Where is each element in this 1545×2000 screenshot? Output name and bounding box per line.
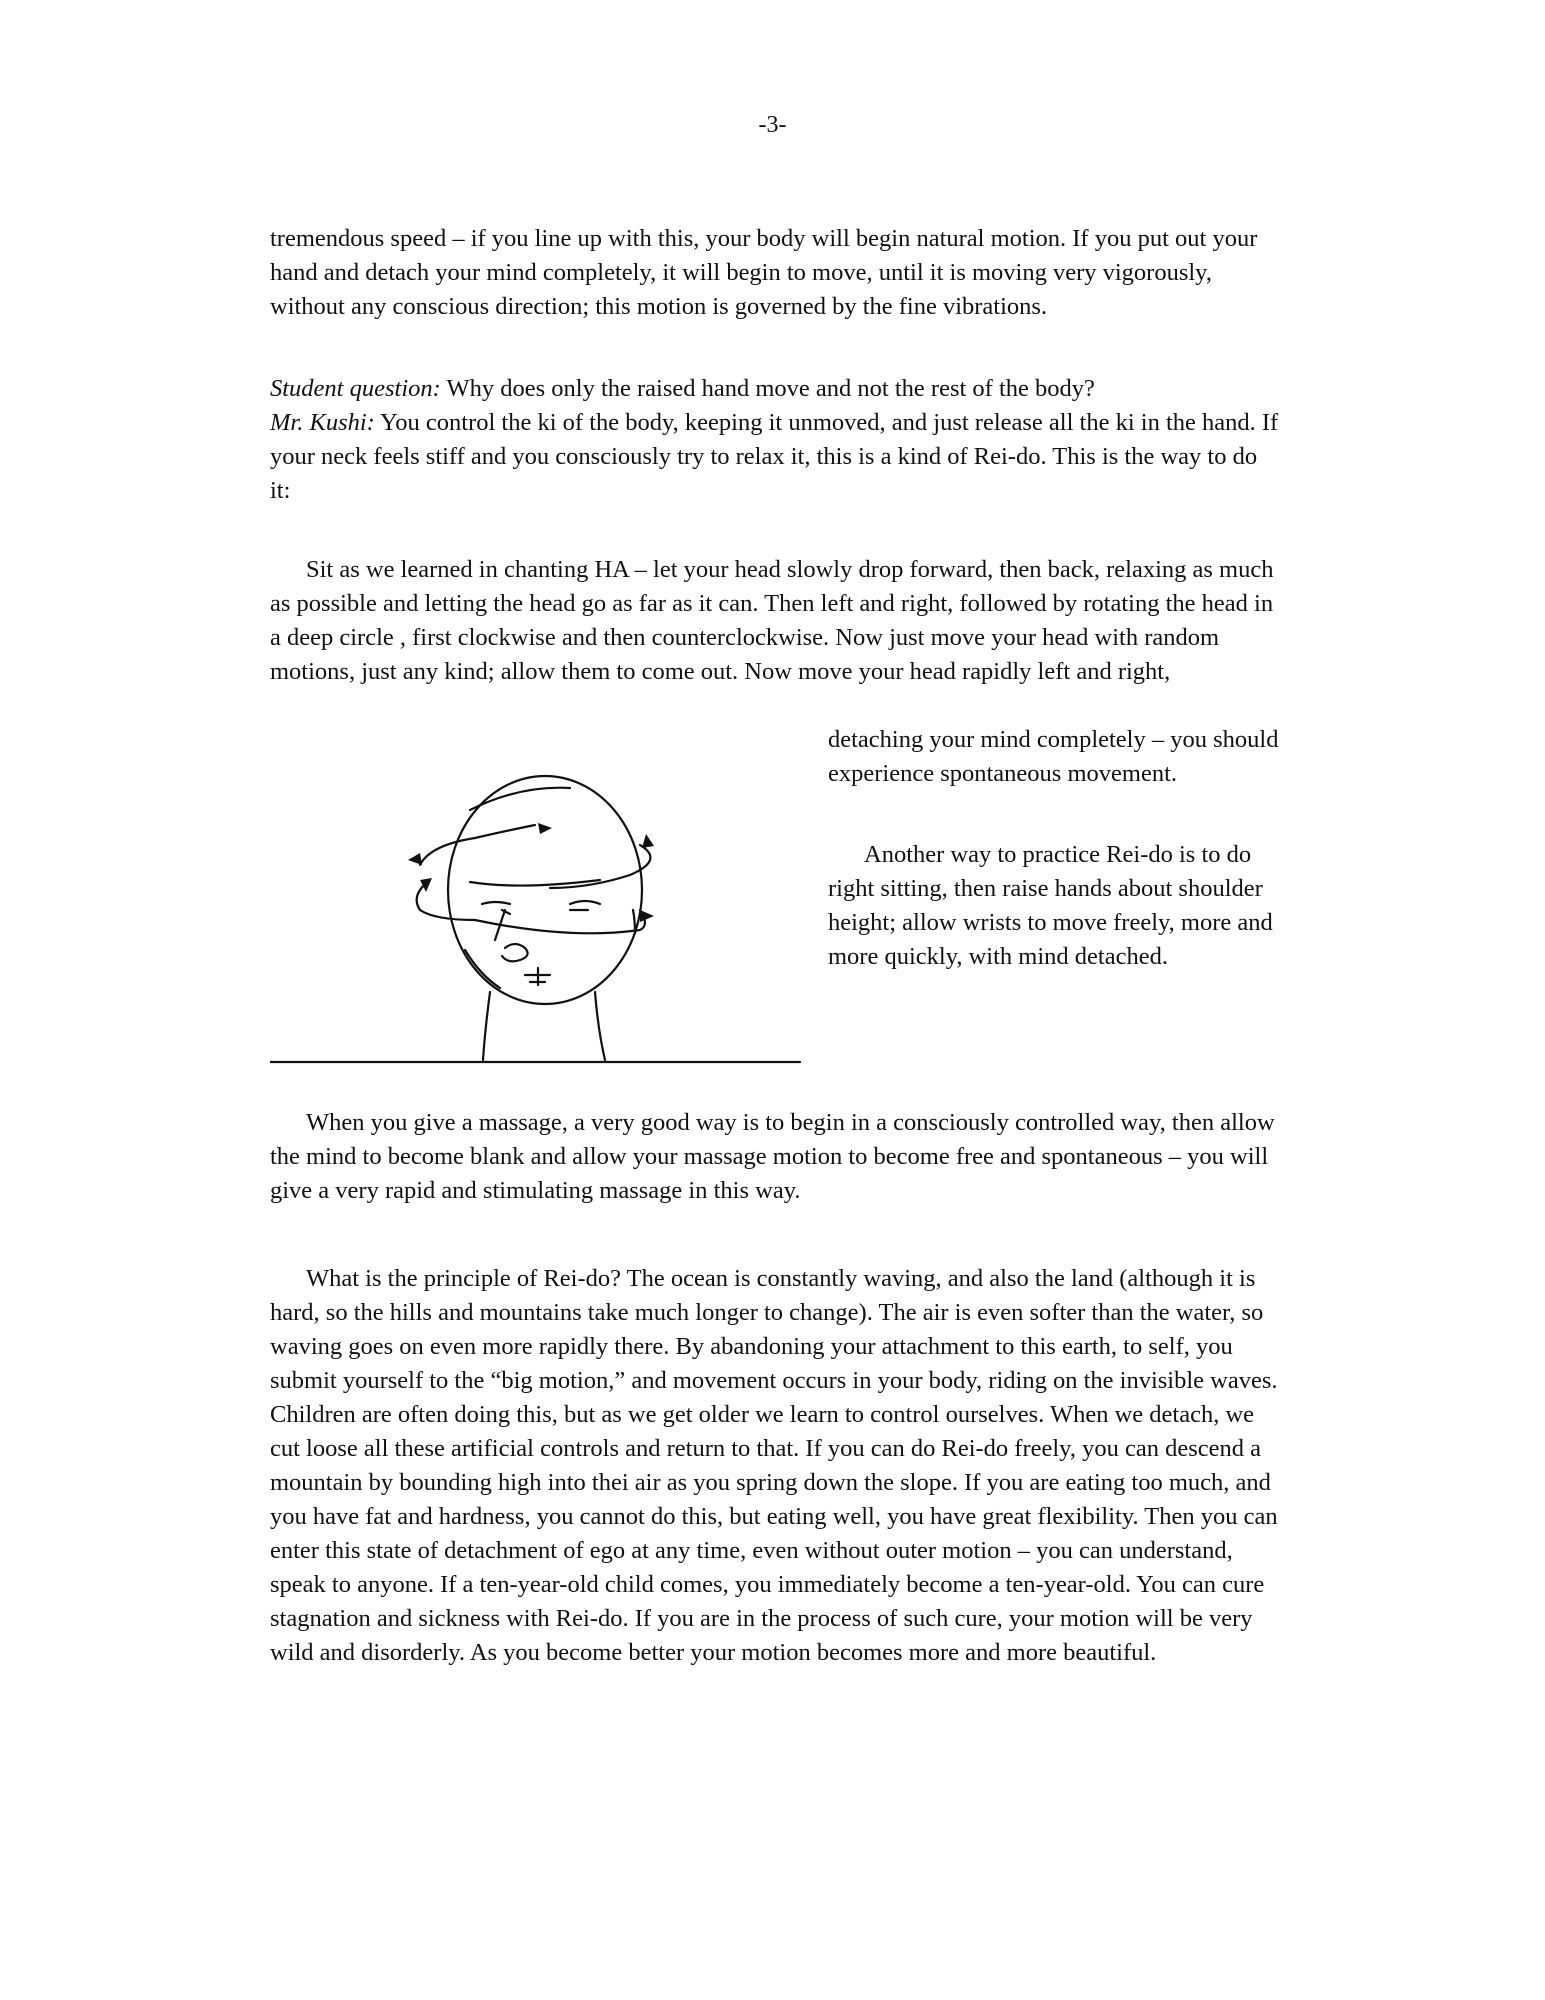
- student-question-text: Why does only the raised hand move and not the rest of the body?: [440, 375, 1095, 402]
- paragraph-massage: When you give a massage, a very good way is to begin in a consciously controlled way, then allow the mind to become blank and allow your massage motion to become free and spontaneous – you will give a very rapid and stimulating massage in this way.: [270, 1109, 1275, 1204]
- student-question-label: Student question:: [270, 375, 441, 402]
- kushi-answer-label: Mr. Kushi:: [270, 409, 375, 436]
- paragraph-principle: What is the principle of Rei-do? The ocean is constantly waving, and also the land (although it is hard, so the hills and mountains take much longer to change). The air is even softer than the water, so waving goes on even more rapidly there. By abandoning your attachment to this earth, to self, you submit yourself to the “big motion,” and movement occurs in your body, riding on the invisible waves. Children are often doing this, but as we get older we learn to control ourselves. When we detach, we cut loose all these artificial controls and return to that. If you can do Rei-do freely, you can descend a mountain by bounding high into thei air as you spring down the slope. If you are eating too much, and you have fat and hardness, you cannot do this, but eating well, you have great flexibility. Then you can enter this state of detachment of ego at any time, even without outer motion – you can understand, speak to anyone. If a ten-year-old child comes, you immediately become a ten-year-old. You can cure stagnation and sickness with Rei-do. If you are in the process of such cure, your motion will be very wild and disorderly. As you become better your motion becomes more and more beautiful.: [270, 1265, 1278, 1666]
- head-rotation-illustration: [270, 770, 810, 1070]
- paragraph-head-exercise-continued: detaching your mind completely – you should experience spontaneous movement.: [828, 726, 1279, 787]
- page-number: -3-: [758, 112, 787, 138]
- paragraph-head-exercise: Sit as we learned in chanting HA – let your head slowly drop forward, then back, relaxing as much as possible and letting the head go as far as it can. Then left and right, followed by rotating the head in a deep circle , first clockwise and then counterclockwise. Now just move your head with random motions, just any kind; allow them to come out. Now move your head rapidly left and right,: [270, 556, 1274, 685]
- kushi-answer-text: You control the ki of the body, keeping it unmoved, and just release all the ki in the hand. If your neck feels stiff and you consciously try to relax it, this is a kind of Rei-do. This is the way to do it:: [270, 409, 1279, 504]
- paragraph-continuation: tremendous speed – if you line up with this, your body will begin natural motion. If you put out your hand and detach your mind completely, it will begin to move, until it is moving very vigorously, without any conscious direction; this motion is governed by the fine vibrations.: [270, 225, 1258, 320]
- dialogue-block: [270, 372, 1282, 508]
- paragraph-another-way: Another way to practice Rei-do is to do right sitting, then raise hands about shoulder height; allow wrists to move freely, more and more quickly, with mind detached.: [828, 841, 1273, 970]
